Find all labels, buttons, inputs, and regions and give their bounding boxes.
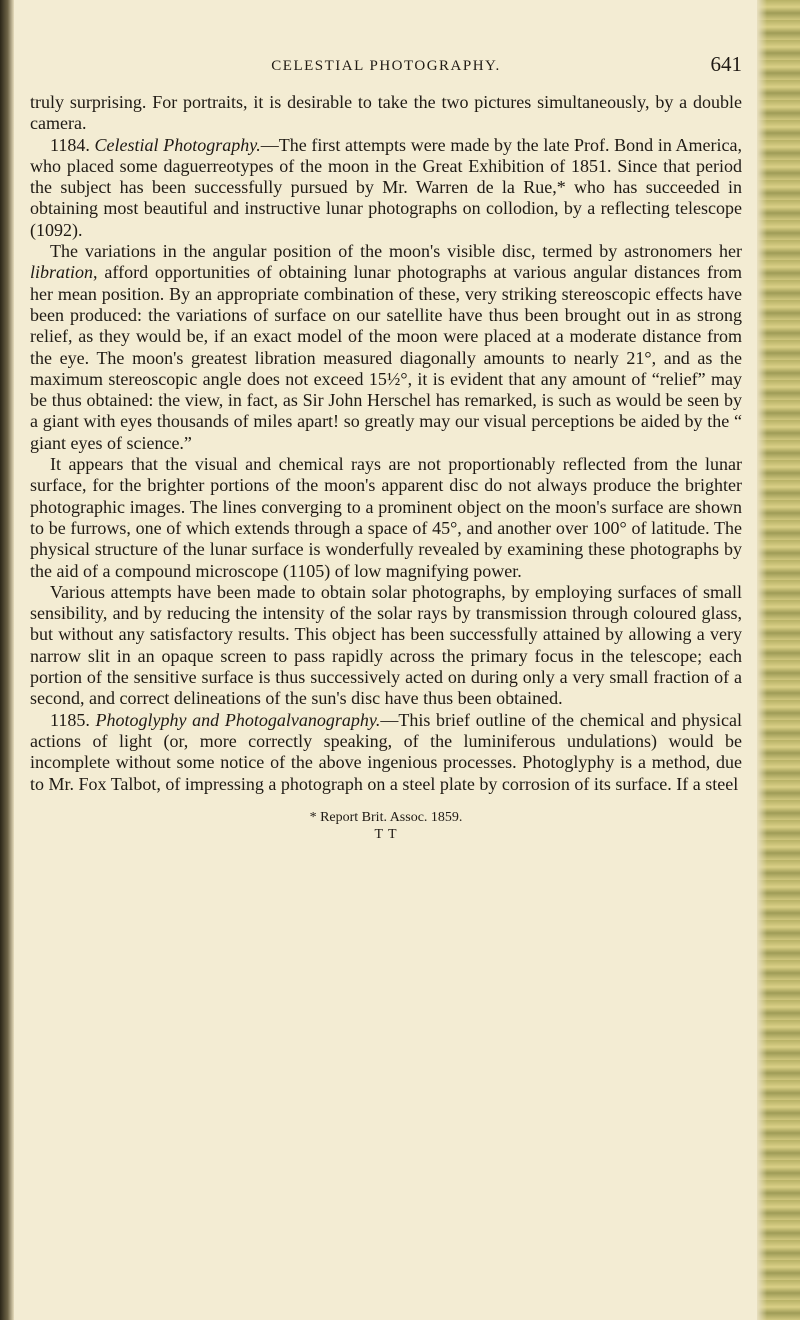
italic-term: libration [30, 262, 94, 283]
book-page [30, 52, 743, 843]
section-1184 [30, 135, 742, 241]
running-head: CELESTIAL PHOTOGRAPHY. [271, 58, 501, 74]
paragraph-text: , afford opportunities of obtaining lunar photographs at various angular distances from her mean position. By an appropriate combination of these, very striking stereoscopic effects have been produced: the variations of surface on our satellite have thus been brought out in as strong relief, as they would be, if an exact model of the moon were placed at a moderate distance from the eye. The moon's greatest libration measured diagonally amounts to nearly 21°, and as the maximum stereoscopic angle does not exceed 15½°, it is evident that any amount of “relief” may be thus obtained: the view, in fact, as Sir John Herschel has remarked, is such as would be seen by a giant with eyes thousands of miles apart! so greatly may our visual perceptions be aided by the “ giant eyes of science.” [30, 262, 742, 453]
page-footer [30, 809, 742, 843]
section-number: 1185. [50, 709, 90, 730]
paragraph-continuation: truly surprising. For portraits, it is desirable to take the two pictures simultaneously, by a double camera. [30, 92, 742, 134]
page-edge-stack [757, 0, 800, 1320]
section-1185 [30, 710, 742, 795]
page-header [30, 52, 742, 92]
section-title: Celestial Photography. [94, 134, 261, 155]
section-number: 1184. [50, 134, 90, 155]
page-number: 641 [710, 52, 742, 76]
section-title: Photoglyphy and Photogalvanography. [95, 709, 381, 730]
paragraph-text: The variations in the angular position of the moon's visible disc, termed by astronomers her [50, 241, 742, 262]
signature-mark: T T [374, 826, 398, 842]
binding-gutter-shadow [0, 0, 14, 1320]
paragraph-libration [30, 241, 742, 454]
paragraph-solar-photographs: Various attempts have been made to obtain solar photographs, by employing surfaces of small sensibility, and by reducing the intensity of the solar rays by transmission through coloured glass, but without any satisfactory results. This object has been successfully attained by allowing a very narrow slit in an opaque screen to pass rapidly across the primary focus in the telescope; each portion of the sensitive surface is thus successively acted on during only a very small fraction of a second, and correct delineations of the sun's disc have thus been obtained. [30, 581, 742, 709]
section-text: —The first attempts were made by the late Prof. Bond in America, who placed some daguerreotypes of the moon in the Great Exhibition of 1851. Since that period the subject has been successfully pursued by Mr. Warren de la Rue,* who has succeeded in obtaining most beautiful and instructive lunar photographs on collodion, by a reflecting telescope (1092). [30, 134, 742, 240]
paragraph-lunar-rays: It appears that the visual and chemical rays are not proportionably reflected from the lunar surface, for the brighter portions of the moon's apparent disc do not always produce the brighter photographic images. The lines converging to a prominent object on the moon's surface are shown to be furrows, one of which extends through a space of 45°, and another over 100° of latitude. The physical structure of the lunar surface is wonderfully revealed by examining these photographs by the aid of a compound microscope (1105) of low magnifying power. [30, 454, 742, 581]
section-text: —This brief outline of the chemical and physical actions of light (or, more correctly speaking, of the luminiferous undulations) would be incomplete without some notice of the above ingenious processes. Photoglyphy is a method, due to Mr. Fox Talbot, of impressing a photograph on a steel plate by corrosion of its surface. If a steel [30, 709, 743, 794]
footnote: * Report Brit. Assoc. 1859. [309, 809, 463, 825]
